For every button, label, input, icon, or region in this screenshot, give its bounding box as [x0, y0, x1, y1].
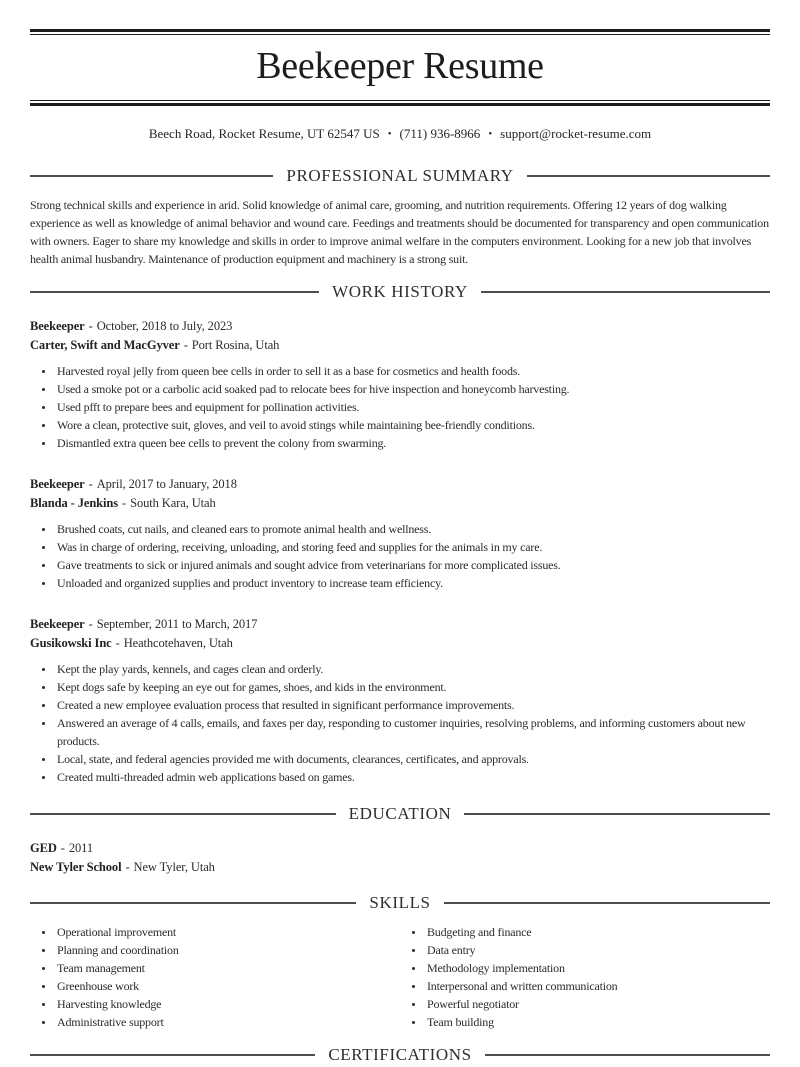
skills-heading-text: SKILLS	[369, 892, 431, 912]
work-history-heading-text: WORK HISTORY	[332, 281, 468, 301]
dash-separator: -	[88, 616, 93, 631]
skills-column-right	[400, 916, 770, 1031]
education-heading-text: EDUCATION	[348, 803, 452, 823]
summary-heading-text: PROFESSIONAL SUMMARY	[286, 165, 514, 185]
skills-column-left	[30, 916, 400, 1031]
skill-item: • Methodology implementation	[425, 959, 770, 977]
top-rule-thin	[30, 34, 770, 35]
dash-separator: -	[88, 476, 93, 491]
job-company: Carter, Swift and MacGyver	[30, 337, 180, 352]
job-bullet: • Local, state, and federal agencies provided me with documents, clearances, certificates, and approvals.	[55, 750, 770, 768]
education-school-line	[30, 858, 770, 877]
summary-paragraph: Strong technical skills and experience in arid. Solid knowledge of animal care, grooming, and nutrition requirements. Offering 12 years of dog walking experience as well as knowledge of animal behavior and wound care. Feedings and treatments should be documented for transparency and open communication with owners. Eager to share my knowledge and skills in order to improve animal welfare in the computers environment. Looking for a new job that involves health animal husbandry. Maintenance of production equipment and machinery is a strong suit.	[30, 197, 769, 266]
job-company-line	[30, 336, 770, 355]
certifications-heading	[30, 1043, 770, 1067]
skill-item: • Interpersonal and written communication	[425, 977, 770, 995]
heading-rule-right	[485, 1054, 770, 1056]
heading-rule-left	[30, 175, 273, 177]
job-title: Beekeeper	[30, 318, 85, 333]
section-professional-summary	[30, 164, 770, 268]
section-skills	[30, 891, 770, 1031]
skill-item: • Administrative support	[55, 1013, 400, 1031]
skills-columns	[30, 916, 770, 1031]
dash-separator: -	[125, 859, 130, 874]
contact-line	[30, 126, 770, 142]
skill-item: • Planning and coordination	[55, 941, 400, 959]
job-bullet: • Was in charge of ordering, receiving, unloading, and storing feed and supplies for the animals in my care.	[55, 538, 770, 556]
job-location: Port Rosina, Utah	[191, 337, 280, 352]
bullet-separator: •	[488, 127, 493, 140]
skills-list-left	[30, 923, 400, 1031]
bullet-separator: •	[387, 127, 392, 140]
job-bullet-list	[30, 520, 770, 592]
skill-item: • Team building	[425, 1013, 770, 1031]
education-heading	[30, 802, 770, 826]
skill-item: • Operational improvement	[55, 923, 400, 941]
dash-separator: -	[183, 337, 188, 352]
section-certifications	[30, 1043, 770, 1067]
job-bullet-list	[30, 362, 770, 452]
job-title-line	[30, 317, 770, 336]
job-location: Heathcotehaven, Utah	[123, 635, 233, 650]
job-entry	[30, 317, 770, 452]
resume-title: Beekeeper Resume	[256, 45, 544, 87]
work-history-heading	[30, 280, 770, 304]
dash-separator: -	[122, 495, 127, 510]
title-block	[30, 29, 770, 106]
dash-separator: -	[115, 635, 120, 650]
section-work-history	[30, 280, 770, 786]
summary-heading	[30, 164, 770, 188]
education-entry	[30, 839, 770, 877]
job-bullet: • Harvested royal jelly from queen bee cells in order to sell it as a base for cosmetics and health foods.	[55, 362, 770, 380]
education-degree-line	[30, 839, 770, 858]
job-company-line	[30, 634, 770, 653]
job-bullet: • Kept the play yards, kennels, and cages clean and orderly.	[55, 660, 770, 678]
job-bullet: • Wore a clean, protective suit, gloves, and veil to avoid stings while maintaining bee-friendly conditions.	[55, 416, 770, 434]
certifications-heading-text: CERTIFICATIONS	[328, 1044, 472, 1064]
job-bullet: • Unloaded and organized supplies and product inventory to increase team efficiency.	[55, 574, 770, 592]
job-company: Blanda - Jenkins	[30, 495, 119, 510]
job-dates: October, 2018 to July, 2023	[96, 318, 233, 333]
dash-separator: -	[88, 318, 93, 333]
job-bullet: • Created a new employee evaluation process that resulted in significant performance improvements.	[55, 696, 770, 714]
heading-rule-left	[30, 902, 356, 904]
contact-email: support@rocket-resume.com	[500, 125, 652, 141]
job-bullet: • Kept dogs safe by keeping an eye out for games, shoes, and kids in the environment.	[55, 678, 770, 696]
job-bullet: • Used a smoke pot or a carbolic acid soaked pad to relocate bees for hive inspection and honeycomb harvesting.	[55, 380, 770, 398]
skill-item: • Budgeting and finance	[425, 923, 770, 941]
bottom-rule-thick	[30, 103, 770, 106]
heading-rule-left	[30, 1054, 315, 1056]
job-bullet: • Dismantled extra queen bee cells to prevent the colony from swarming.	[55, 434, 770, 452]
skills-heading	[30, 891, 770, 915]
heading-rule-left	[30, 813, 336, 815]
dash-separator: -	[60, 840, 65, 855]
education-degree: GED	[30, 840, 57, 855]
job-company: Gusikowski Inc	[30, 635, 112, 650]
heading-rule-left	[30, 291, 319, 293]
job-bullet: • Gave treatments to sick or injured animals and sought advice from veterinarians for more complicated issues.	[55, 556, 770, 574]
heading-rule-right	[464, 813, 770, 815]
job-company-line	[30, 494, 770, 513]
job-bullet: • Brushed coats, cut nails, and cleaned ears to promote animal health and wellness.	[55, 520, 770, 538]
skills-list-right	[400, 923, 770, 1031]
education-year: 2011	[68, 840, 94, 855]
job-entry	[30, 615, 770, 786]
job-title: Beekeeper	[30, 616, 85, 631]
job-dates: September, 2011 to March, 2017	[96, 616, 258, 631]
heading-rule-right	[527, 175, 770, 177]
job-title-line	[30, 475, 770, 494]
heading-rule-right	[481, 291, 770, 293]
job-bullet: • Created multi-threaded admin web applications based on games.	[55, 768, 770, 786]
education-location: New Tyler, Utah	[133, 859, 215, 874]
job-entry	[30, 475, 770, 592]
job-title: Beekeeper	[30, 476, 85, 491]
contact-address: Beech Road, Rocket Resume, UT 62547 US	[148, 125, 380, 141]
heading-rule-right	[444, 902, 770, 904]
skill-item: • Greenhouse work	[55, 977, 400, 995]
skill-item: • Powerful negotiator	[425, 995, 770, 1013]
skill-item: • Harvesting knowledge	[55, 995, 400, 1013]
skill-item: • Data entry	[425, 941, 770, 959]
section-education	[30, 802, 770, 877]
skill-item: • Team management	[55, 959, 400, 977]
job-bullet-list	[30, 660, 770, 786]
contact-phone: (711) 936-8966	[399, 125, 481, 141]
job-location: South Kara, Utah	[130, 495, 216, 510]
job-dates: April, 2017 to January, 2018	[96, 476, 237, 491]
job-bullet: • Used pfft to prepare bees and equipment for pollination activities.	[55, 398, 770, 416]
job-bullet: • Answered an average of 4 calls, emails, and faxes per day, responding to customer inquiries, resolving problems, and informing customers about new products.	[55, 714, 770, 750]
education-school: New Tyler School	[30, 859, 122, 874]
job-title-line	[30, 615, 770, 634]
